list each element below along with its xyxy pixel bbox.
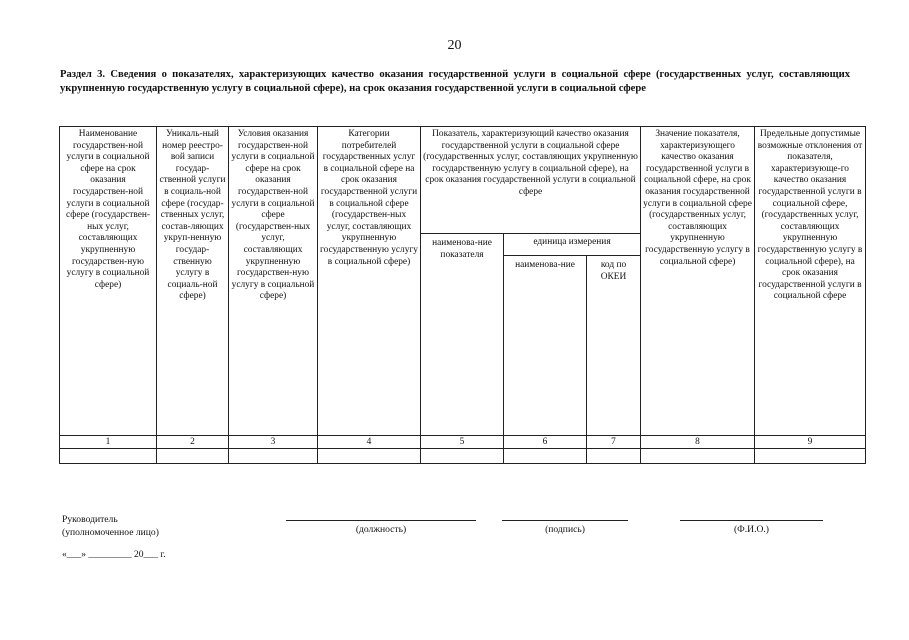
position-line[interactable] — [286, 520, 476, 521]
header-unit-code: код по ОКЕИ — [587, 256, 641, 436]
table-cell[interactable] — [504, 449, 587, 464]
column-number: 7 — [587, 436, 641, 449]
table-cell[interactable] — [755, 449, 866, 464]
table-cell[interactable] — [587, 449, 641, 464]
table-row — [60, 449, 866, 464]
head-label-line1: Руководитель — [62, 514, 118, 525]
page-number: 20 — [447, 38, 462, 53]
column-number: 2 — [157, 436, 229, 449]
table-cell[interactable] — [157, 449, 229, 464]
column-number: 5 — [421, 436, 504, 449]
header-service-name: Наименование государствен-ной услуги в социальной сфере на срок оказания государствен-ной услуги в социальной сфере (государствен-ных услуг, составляющих укрупненную государствен-ную услугу в социальной сфере) — [60, 127, 157, 436]
column-number-row — [60, 436, 866, 449]
column-number: 1 — [60, 436, 157, 449]
date-line: «___» _________ 20___ г. — [62, 549, 166, 560]
table-cell[interactable] — [641, 449, 755, 464]
header-indicator-name: наименова-ние показателя — [421, 234, 504, 436]
header-registry-number: Уникаль-ный номер реестро-вой записи государ-ственной услуги в социаль-ной сфере (государ-ственных услуг, состав-ляющих укруп-ненную государ-ственную услугу в социаль-ной сфере) — [157, 127, 229, 436]
full-name-line[interactable] — [680, 520, 823, 521]
full-name-caption: (Ф.И.О.) — [733, 524, 770, 535]
head-label-line2: (уполномоченное лицо) — [62, 527, 159, 538]
table-cell[interactable] — [421, 449, 504, 464]
header-row-1 — [60, 127, 866, 234]
table-cell[interactable] — [318, 449, 421, 464]
signature-caption: (подпись) — [545, 524, 585, 535]
column-number: 4 — [318, 436, 421, 449]
header-indicator-group: Показатель, характеризующий качество оказания государственной услуги в социальной сфере (государственных услуг, составляющих укрупненную государственную услугу в социальной сфере), на срок оказания государственной услуги в социальной сфере — [421, 127, 641, 234]
table-cell[interactable] — [229, 449, 318, 464]
header-allowed-deviations: Предельные допустимые возможные отклонения от показателя, характеризующе-го качество оказания государственной услуги в социальной сфере, (государственных услуг, составляющих укрупненную государственную услугу в социальной сфере), на срок оказания государственной услуги в социальной сфере — [755, 127, 866, 436]
header-unit-name: наименова-ние — [504, 256, 587, 436]
header-unit-group: единица измерения — [504, 234, 641, 256]
head-label — [62, 513, 159, 539]
table-cell[interactable] — [60, 449, 157, 464]
column-number: 3 — [229, 436, 318, 449]
header-consumer-categories: Категории потребителей государственных услуг в социальной сфере на срок оказания государственной услуги в социальной сфере (государствен-ных услуг, составляющих укрупненную государственную услугу в социальной сфере) — [318, 127, 421, 436]
header-conditions: Условия оказания государствен-ной услуги в социальной сфере на срок оказания государствен-ной услуги в социальной сфере (государствен-ных услуг, составляющих укрупненную государствен-ную услугу в социальной сфере) — [229, 127, 318, 436]
header-indicator-value: Значение показателя, характеризующего качество оказания государственной услуги в социальной сфере, на срок оказания государственной услуги в социальной сфере (государственных услуг, составляющих укрупненную государственную услугу в социальной сфере) — [641, 127, 755, 436]
column-number: 9 — [755, 436, 866, 449]
column-number: 6 — [504, 436, 587, 449]
signature-line[interactable] — [502, 520, 628, 521]
position-caption: (должность) — [355, 524, 407, 535]
column-number: 8 — [641, 436, 755, 449]
indicators-table — [59, 126, 866, 464]
section-title: Раздел 3. Сведения о показателях, характеризующих качество оказания государственной услуги в социальной сфере (государственных услуг, составляющих укрупненную государственную услугу в социальной сфере), на срок оказания государственной услуги в социальной сфере — [60, 69, 850, 94]
